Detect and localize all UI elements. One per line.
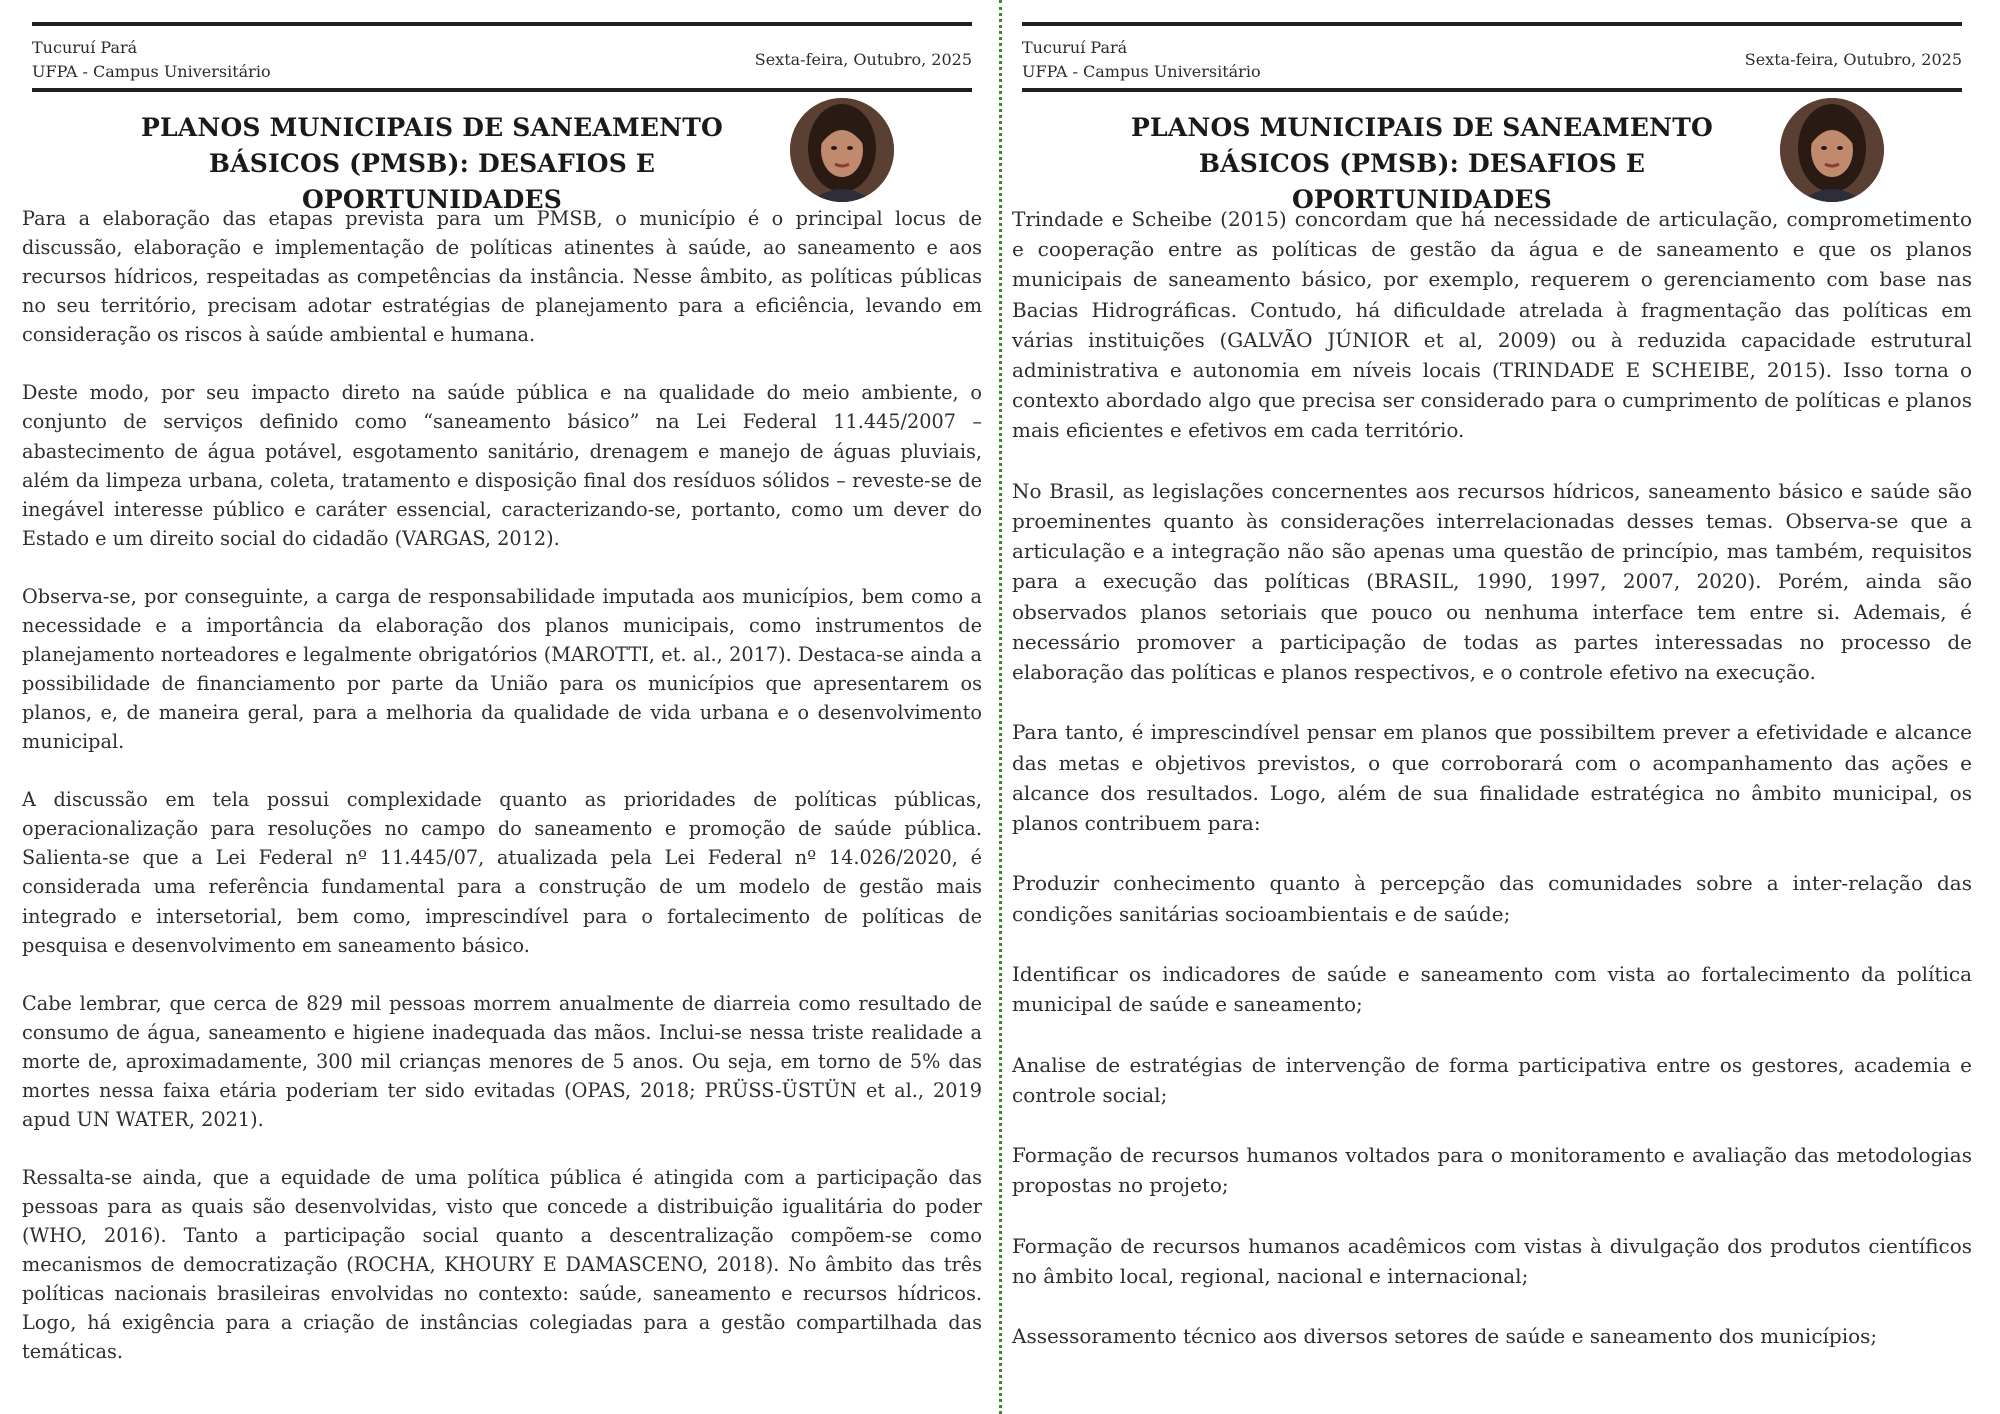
page-title: [132, 110, 732, 218]
paragraph: Observa-se, por conseguinte, a carga de responsabilidade imputada aos municípios, bem como a necessidade e a importância da elaboração dos planos municipais, como instrumentos de planejamento norteadores e legalmente obrigatórios (MAROTTI, et. al., 2017). Destaca-se ainda a possibilidade de financiamento por parte da União para os municípios que apresentarem os planos, e, de maneira geral, para a melhoria da qualidade de vida urbana e o desenvolvimento municipal.: [22, 584, 982, 754]
paragraph: Deste modo, por seu impacto direto na saúde pública e na qualidade do meio ambiente, o conjunto de serviços definido como “saneamento básico” na Lei Federal 11.445/2007 – abastecimento de água potável, esgotamento sanitário, drenagem e manejo de águas pluviais, além da limpeza urbana, coleta, tratamento e disposição final dos resíduos sólidos – reveste-se de inegável interesse público e caráter essencial, caracterizando-se, portanto, como um dever do Estado e um direito social do cidadão (VARGAS, 2012).: [22, 381, 982, 550]
paragraph: Trindade e Scheibe (2015) concordam que há necessidade de articulação, comprometimento e cooperação entre as políticas de gestão da água e de saneamento e que os planos municipais de saneamento básico, por exemplo, requerem o gerenciamento com base nas Bacias Hidrográficas. Contudo, há dificuldade atrelada à fragmentação das políticas em várias instituições (GALVÃO JÚNIOR et al, 2009) ou à reduzida capacidade estrutural administrativa e autonomia em níveis locais (TRINDADE E SCHEIBE, 2015). Isso torna o contexto abordado algo que precisa ser considerado para o cumprimento de políticas e planos mais eficientes e efetivos em cada território.: [1012, 207, 1972, 443]
title-line-2: BÁSICOS (PMSB): DESAFIOS E OPORTUNIDADES: [1198, 149, 1646, 214]
paragraph: No Brasil, as legislações concernentes aos recursos hídricos, saneamento básico e saúde são proeminentes quanto às considerações interrelacionadas desses temas. Observa-se que a articulação e a integração não são apenas uma questão de princípio, mas também, requisitos para a execução das políticas (BRASIL, 1990, 1997, 2007, 2020). Porém, ainda são observados planos setoriais que pouco ou nenhuma interface tem entre si. Ademais, é necessário promover a participação de todas as partes interessadas no processo de elaboração das políticas e planos respectivos, e o controle efetivo na execução.: [1012, 478, 1972, 685]
header-date: Sexta-feira, Outubro, 2025: [754, 50, 972, 69]
header-campus: UFPA - Campus Universitário: [1022, 62, 1261, 81]
page-header: [32, 22, 972, 92]
header-campus: UFPA - Campus Universitário: [32, 62, 271, 81]
header-city: Tucuruí Pará: [1022, 38, 1128, 57]
list-item: Assessoramento técnico aos diversos setores de saúde e saneamento dos municípios;: [1012, 1324, 1878, 1349]
title-line-2: BÁSICOS (PMSB): DESAFIOS E OPORTUNIDADES: [208, 149, 656, 214]
page-divider: [999, 0, 1002, 1414]
list-item: Formação de recursos humanos acadêmicos com vistas à divulgação dos produtos científicos no âmbito local, regional, nacional e internacional;: [1012, 1233, 1972, 1288]
right-page: [1012, 0, 1977, 1414]
paragraph: Para a elaboração das etapas prevista para um PMSB, o município é o principal locus de discussão, elaboração e implementação de políticas atinentes à saúde, ao saneamento e aos recursos hídricos, respeitadas as competências da instância. Nesse âmbito, as políticas públicas no seu território, precisam adotar estratégias de planejamento para a eficiência, levando em consideração os riscos à saúde ambiental e humana.: [22, 207, 982, 347]
list-item: Analise de estratégias de intervenção de forma participativa entre os gestores, academia e controle social;: [1012, 1052, 1972, 1107]
article-body: [22, 204, 982, 1396]
list-item: Produzir conhecimento quanto à percepção das comunidades sobre a inter-relação das condições sanitárias socioambientais e de saúde;: [1012, 871, 1972, 926]
author-avatar: [1780, 98, 1884, 202]
page-header: [1022, 22, 1962, 92]
paragraph: Ressalta-se ainda, que a equidade de uma política pública é atingida com a participação das pessoas para as quais são desenvolvidas, visto que concede a distribuição igualitária do poder (WHO, 2016). Tanto a participação social quanto a descentralização compõem-se como mecanismos de democratização (ROCHA, KHOURY E DAMASCENO, 2018). No âmbito das três políticas nacionais brasileiras envolvidas no contexto: saúde, saneamento e recursos hídricos. Logo, há exigência para a criação de instâncias colegiadas para a gestão compartilhada das temáticas.: [22, 1166, 982, 1364]
left-page: [22, 0, 987, 1414]
paragraph: A discussão em tela possui complexidade quanto as prioridades de políticas públicas, operacionalização para resoluções no campo do saneamento e promoção de saúde pública. Salienta-se que a Lei Federal nº 11.445/07, atualizada pela Lei Federal nº 14.026/2020, é considerada uma referência fundamental para a construção de um modelo de gestão mais integrado e intersetorial, bem como, imprescindível para o fortalecimento de políticas de pesquisa e desenvolvimento em saneamento básico.: [22, 788, 982, 957]
list-item: Formação de recursos humanos voltados para o monitoramento e avaliação das metodologias propostas no projeto;: [1012, 1143, 1972, 1198]
list-item: Identificar os indicadores de saúde e saneamento com vista ao fortalecimento da política municipal de saúde e saneamento;: [1012, 962, 1972, 1017]
title-line-1: PLANOS MUNICIPAIS DE SANEAMENTO: [1131, 113, 1713, 142]
page-title: [1122, 110, 1722, 218]
title-line-1: PLANOS MUNICIPAIS DE SANEAMENTO: [141, 113, 723, 142]
author-avatar: [790, 98, 894, 202]
header-date: Sexta-feira, Outubro, 2025: [1744, 50, 1962, 69]
paragraph: Para tanto, é imprescindível pensar em planos que possibiltem prever a efetividade e alcance das metas e objetivos previstos, o que corroborará com o acompanhamento das ações e alcance dos resultados. Logo, além de sua finalidade estratégica no âmbito municipal, os planos contribuem para:: [1012, 720, 1972, 836]
header-city: Tucuruí Pará: [32, 38, 138, 57]
article-body: [1012, 204, 1972, 1382]
paragraph: Cabe lembrar, que cerca de 829 mil pessoas morrem anualmente de diarreia como resultado de consumo de água, saneamento e higiene inadequada das mãos. Inclui-se nessa triste realidade a morte de, aproximadamente, 300 mil crianças menores de 5 anos. Ou seja, em torno de 5% das mortes nessa faixa etária poderiam ter sido evitadas (OPAS, 2018; PRÜSS-ÜSTÜN et al., 2019 apud UN WATER, 2021).: [22, 991, 982, 1131]
